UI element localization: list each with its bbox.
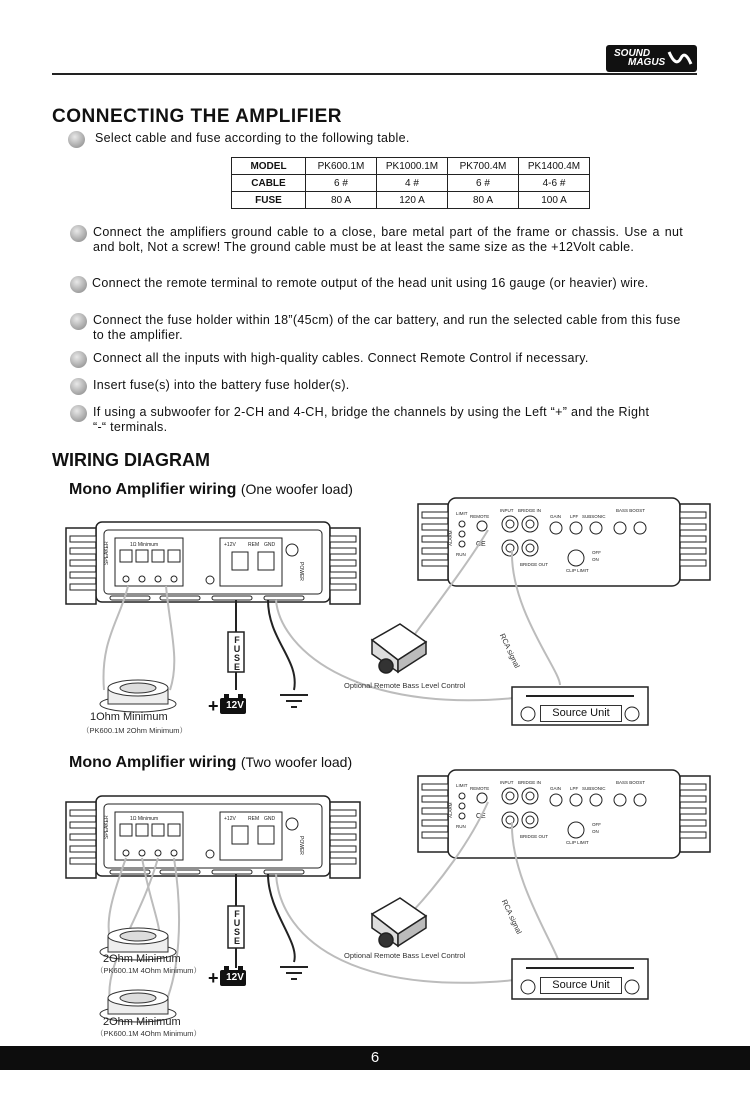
table-header-cell: PK700.4M [448, 158, 519, 175]
svg-text:ALARM: ALARM [448, 530, 453, 546]
svg-text:BRIDGE IN: BRIDGE IN [518, 780, 542, 785]
battery-label: 12V [226, 972, 244, 983]
bullet-icon [70, 378, 87, 395]
logo-line2: MAGUS [628, 57, 666, 68]
speaker-load-note: （PK600.1M 2Ohm Minimum） [82, 726, 188, 735]
speaker2-load-note: （PK600.1M 4Ohm Minimum） [96, 1029, 202, 1038]
table-header-cell: PK600.1M [306, 158, 377, 175]
logo-wave-icon [667, 48, 693, 68]
header-rule [52, 73, 697, 75]
svg-text:LPF: LPF [570, 514, 579, 519]
table-row [232, 192, 590, 209]
source-unit-button: Source Unit [540, 705, 622, 722]
table-header-cell: PK1000.1M [377, 158, 448, 175]
svg-text:ON: ON [592, 829, 599, 834]
svg-text:GAIN: GAIN [550, 786, 562, 791]
svg-text:SPEAKER: SPEAKER [104, 815, 110, 839]
battery-plus-label: + [208, 968, 219, 988]
svg-text:BASS BOOST: BASS BOOST [616, 508, 646, 513]
svg-text:BRIDGE OUT: BRIDGE OUT [520, 562, 549, 567]
svg-text:OFF: OFF [592, 550, 601, 555]
svg-text:SUBSONIC: SUBSONIC [582, 786, 606, 791]
speaker2-load-label: 2Ohm Minimum [103, 1016, 181, 1028]
brand-logo [606, 45, 697, 72]
svg-text:+12V: +12V [224, 816, 236, 822]
table-cell: 4-6 # [519, 175, 590, 192]
fuse-label: FUSE [233, 635, 241, 672]
bullet-icon [70, 405, 87, 422]
battery-plus-label: + [208, 696, 219, 716]
svg-text:REM: REM [248, 816, 260, 822]
bullet-icon [70, 351, 87, 368]
remote-control-label: Optional Remote Bass Level Control [344, 951, 466, 960]
svg-text:+12V: +12V [224, 542, 236, 548]
svg-text:INPUT: INPUT [500, 508, 514, 513]
svg-text:CE: CE [476, 541, 486, 548]
bullet-icon [70, 225, 87, 242]
section-title-connecting: CONNECTING THE AMPLIFIER [52, 106, 342, 127]
svg-text:CLIP LIMIT: CLIP LIMIT [566, 568, 589, 573]
page-number-bar [0, 1046, 750, 1070]
battery-label: 12V [226, 700, 244, 711]
diagram2-title-normal: (Two woofer load) [240, 754, 353, 770]
svg-text:GAIN: GAIN [550, 514, 562, 519]
svg-text:BASS BOOST: BASS BOOST [616, 780, 646, 785]
speaker1-load-note: （PK600.1M 4Ohm Minimum） [96, 966, 202, 975]
table-cell: 80 A [448, 192, 519, 209]
table-cell: 120 A [377, 192, 448, 209]
wiring-diagram-2 [0, 762, 750, 1044]
svg-text:INPUT: INPUT [500, 780, 514, 785]
svg-text:LIMIT: LIMIT [456, 783, 468, 788]
speaker-load-label: 1Ohm Minimum [90, 711, 168, 723]
amp-speaker-label: SPEAKER [104, 541, 110, 565]
bullet-icon [68, 131, 85, 148]
instruction-text: Connect all the inputs with high-quality cables. Connect Remote Control if necessary. [93, 351, 589, 365]
table-cell: 100 A [519, 192, 590, 209]
table-header-cell: PK1400.4M [519, 158, 590, 175]
logo-line1: SOUND [614, 48, 651, 59]
svg-text:BRIDGE IN: BRIDGE IN [518, 508, 542, 513]
svg-text:GND: GND [264, 542, 276, 548]
svg-text:1Ω Minimum: 1Ω Minimum [130, 542, 159, 548]
svg-text:ON: ON [592, 557, 599, 562]
section-title-wiring: WIRING DIAGRAM [52, 450, 210, 470]
mono-amplifier [66, 522, 360, 604]
svg-text:1Ω Minimum: 1Ω Minimum [130, 816, 159, 822]
svg-text:LIMIT: LIMIT [456, 511, 468, 516]
table-cell: CABLE [232, 175, 306, 192]
svg-text:CE: CE [476, 813, 486, 820]
svg-text:BRIDGE OUT: BRIDGE OUT [520, 834, 549, 839]
instruction-text: Connect the amplifiers ground cable to a close, bare metal part of the frame or chassis. Use a nut and bolt, Not a screw! The ground cable must be at least the same size as the +12Volt cable. [93, 225, 683, 254]
svg-text:RUN: RUN [456, 824, 466, 829]
speaker1-load-label: 2Ohm Minimum [103, 953, 181, 965]
svg-text:ALARM: ALARM [448, 802, 453, 818]
instruction-text: Connect the remote terminal to remote output of the head unit using 16 gauge (or heavier) wire. [92, 276, 649, 290]
rca-signal-label: RCA signal [499, 898, 524, 936]
table-cell: 4 # [377, 175, 448, 192]
instruction-text: Insert fuse(s) into the battery fuse holder(s). [93, 378, 350, 392]
woofer-icon [100, 680, 176, 712]
svg-text:GND: GND [264, 816, 276, 822]
svg-text:CLIP LIMIT: CLIP LIMIT [566, 840, 589, 845]
svg-text:REMOTE: REMOTE [470, 786, 490, 791]
svg-text:REM: REM [248, 542, 260, 548]
fuse-label: FUSE [233, 909, 241, 946]
svg-text:OFF: OFF [592, 822, 601, 827]
diagram2-title-bold: Mono Amplifier wiring [69, 754, 237, 771]
mono-amplifier [66, 796, 360, 878]
remote-control-label: Optional Remote Bass Level Control [344, 681, 466, 690]
ground-icon [280, 695, 308, 707]
instruction-text: If using a subwoofer for 2-CH and 4-CH, bridge the channels by using the Left “+” and the Right “-“ terminals. [93, 405, 650, 434]
table-cell: FUSE [232, 192, 306, 209]
instruction-text: Connect the fuse holder within 18”(45cm) of the car battery, and run the selected cable from this fuse to the amplifier. [93, 313, 681, 342]
table-header-cell: MODEL [232, 158, 306, 175]
page-number: 6 [370, 1049, 380, 1066]
diagram1-title-normal: (One woofer load) [240, 481, 353, 497]
rca-signal-label: RCA signal [497, 632, 522, 670]
bullet-icon [70, 313, 87, 330]
svg-text:RUN: RUN [456, 552, 466, 557]
table-cell: 80 A [306, 192, 377, 209]
source-unit-button: Source Unit [540, 977, 622, 994]
spec-table [231, 157, 590, 209]
diagram1-title-bold: Mono Amplifier wiring [69, 481, 237, 498]
svg-text:SUBSONIC: SUBSONIC [582, 514, 606, 519]
table-cell: 6 # [306, 175, 377, 192]
table-row [232, 158, 590, 175]
ground-icon [280, 967, 308, 979]
table-cell: 6 # [448, 175, 519, 192]
svg-text:REMOTE: REMOTE [470, 514, 490, 519]
svg-text:POWER: POWER [298, 836, 304, 855]
intro-text: Select cable and fuse according to the following table. [95, 131, 410, 145]
table-row [232, 175, 590, 192]
svg-text:POWER: POWER [298, 562, 304, 581]
bullet-icon [70, 276, 87, 293]
svg-text:LPF: LPF [570, 786, 579, 791]
